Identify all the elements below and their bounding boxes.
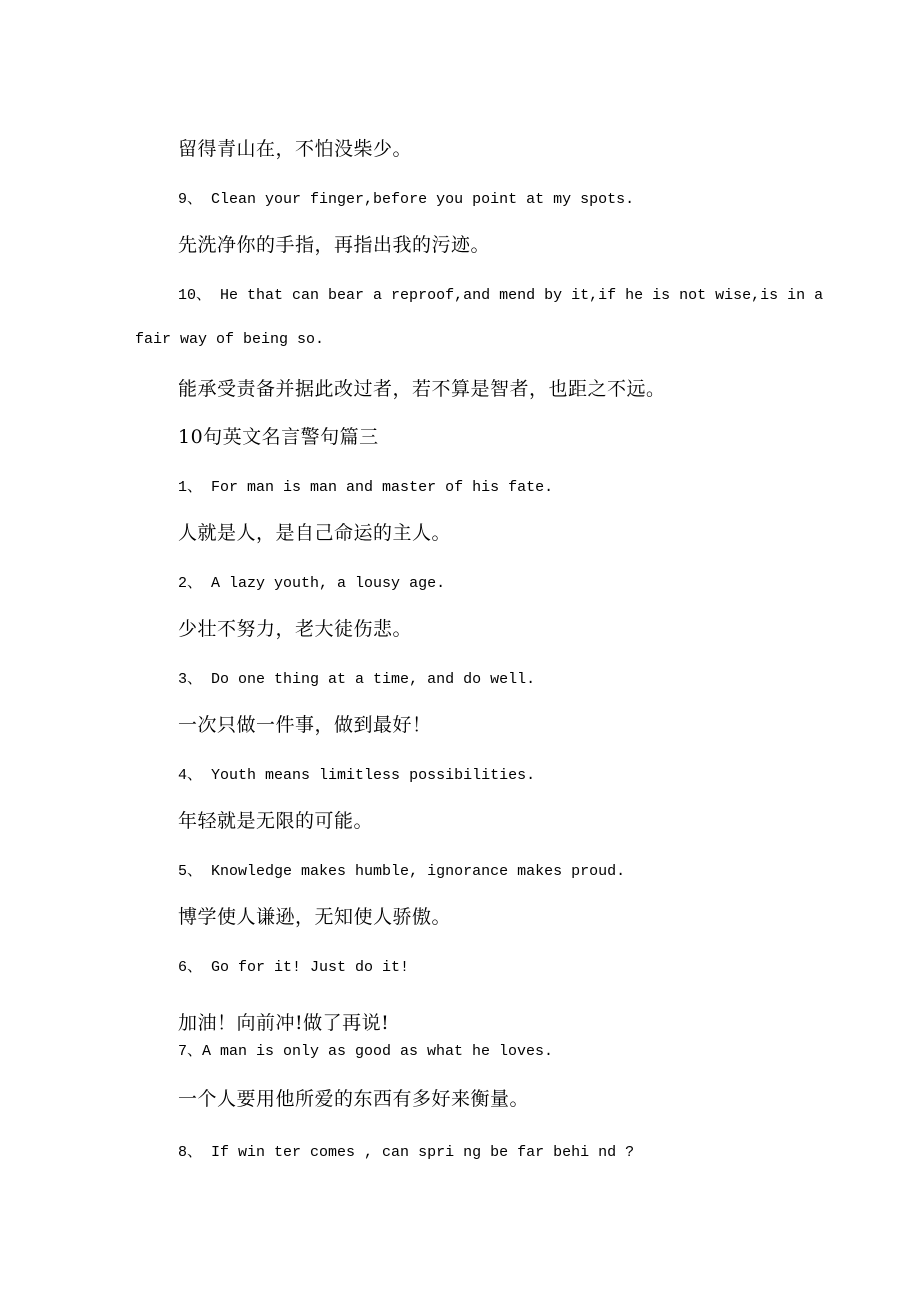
- item-number: 9、: [178, 191, 203, 208]
- item-number: 2、: [178, 575, 203, 592]
- line-en-5: [178, 859, 625, 880]
- line-en-3: [178, 667, 535, 688]
- line-en-2: [178, 571, 445, 592]
- line-zh-9: 加油！向前冲!做了再说!: [178, 1012, 390, 1034]
- line-zh-6: 一次只做一件事，做到最好！: [178, 714, 432, 736]
- item-text: Youth means limitless possibilities.: [211, 767, 536, 784]
- line-en-6: [178, 955, 409, 976]
- item-number: 5、: [178, 863, 203, 880]
- item-number: 8、: [178, 1144, 203, 1161]
- line-en-continuation: fair way of being so.: [135, 331, 325, 348]
- item-number: 6、: [178, 959, 203, 976]
- line-zh-1: 留得青山在，不怕没柴少。: [178, 138, 413, 160]
- line-zh-4: 人就是人，是自己命运的主人。: [178, 522, 452, 544]
- section-heading: 10句英文名言警句篇三: [178, 426, 379, 448]
- line-zh-3: 能承受责备并据此改过者，若不算是智者，也距之不远。: [178, 378, 666, 400]
- line-zh-7: 年轻就是无限的可能。: [178, 810, 374, 832]
- item-number: 4、: [178, 767, 203, 784]
- item-number: 1、: [178, 479, 203, 496]
- line-zh-2: 先洗净你的手指，再指出我的污迹。: [178, 234, 491, 256]
- item-text: Knowledge makes humble, ignorance makes proud.: [211, 863, 626, 880]
- item-text: A lazy youth, a lousy age.: [211, 575, 446, 592]
- item-text: If win ter comes , can spri ng be far behi nd ?: [211, 1144, 635, 1161]
- line-en-9: [178, 187, 634, 208]
- line-zh-8: 博学使人谦逊，无知使人骄傲。: [178, 906, 452, 928]
- line-en-4: [178, 763, 535, 784]
- item-text: Go for it! Just do it!: [211, 959, 410, 976]
- item-text: Do one thing at a time, and do well.: [211, 671, 536, 688]
- item-number: 3、: [178, 671, 203, 688]
- line-en-1: [178, 475, 553, 496]
- item-text: Clean your finger,before you point at my spots.: [211, 191, 635, 208]
- line-en-7: 7、A man is only as good as what he loves.: [178, 1043, 554, 1060]
- line-en-8: [178, 1140, 634, 1161]
- item-text: He that can bear a reproof,and mend by it,if he is not wise,is in a: [220, 287, 824, 304]
- item-number: 10、: [178, 287, 212, 304]
- line-en-10: [178, 283, 823, 304]
- line-zh-5: 少壮不努力，老大徒伤悲。: [178, 618, 413, 640]
- item-text: For man is man and master of his fate.: [211, 479, 554, 496]
- line-zh-10: 一个人要用他所爱的东西有多好来衡量。: [178, 1088, 530, 1110]
